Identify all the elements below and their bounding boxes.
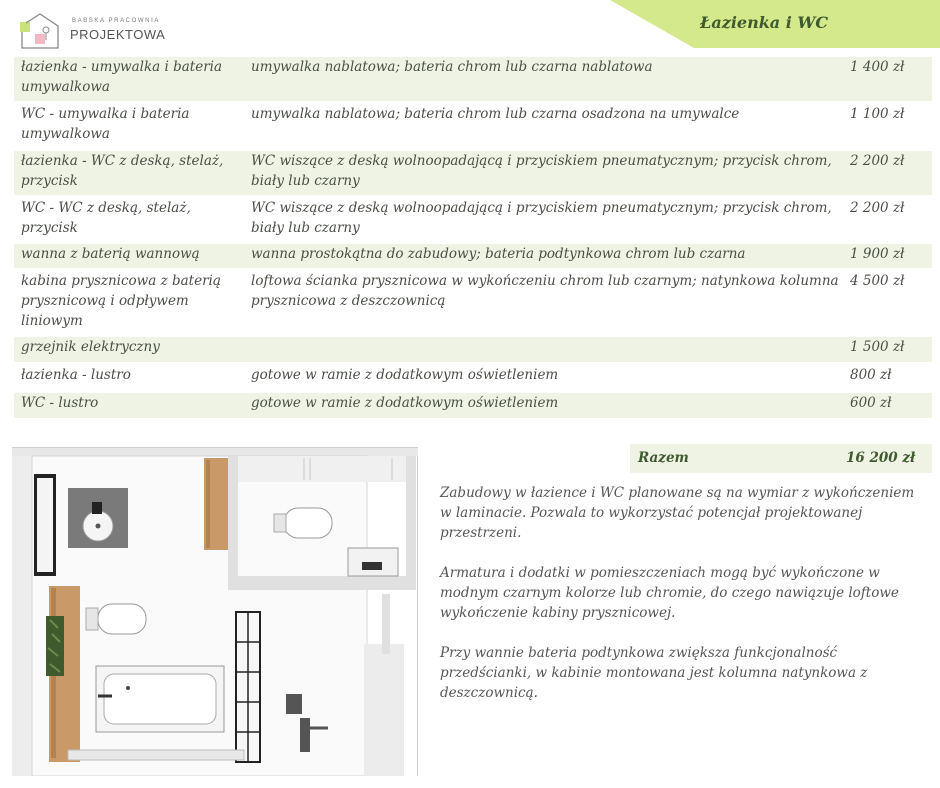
item-name: łazienka - WC z deską, stelaż, przycisk (21, 153, 224, 189)
item-description: WC wiszące z deską wolnoopadającą i przyciskiem pneumatycznym; przycisk chrom, biały lub czarny (251, 200, 832, 236)
logo (18, 10, 198, 52)
item-price: 1 900 zł (850, 246, 905, 262)
table-row (14, 393, 932, 418)
item-name: WC - umywalka i bateria umywalkowa (21, 106, 190, 142)
table-row (14, 151, 932, 195)
page-title: Łazienka i WC (700, 13, 829, 32)
table-row (14, 244, 932, 268)
note-paragraph: Przy wannie bateria podtynkowa zwiększa funkcjonalność przedścianki, w kabinie montowana jest kolumna natynkowa z deszczownicą. (440, 645, 868, 701)
item-name: wanna z baterią wannową (21, 246, 200, 262)
house-logo-icon (18, 10, 68, 52)
floor-plan-image (12, 444, 418, 776)
item-name: WC - WC z deską, stelaż, przycisk (21, 200, 191, 236)
item-price: 800 zł (850, 367, 892, 383)
item-price: 600 zł (850, 395, 892, 411)
item-name: łazienka - lustro (21, 367, 131, 383)
item-description: gotowe w ramie z dodatkowym oświetleniem (251, 395, 559, 411)
cost-table (14, 57, 932, 421)
item-description: umywalka nablatowa; bateria chrom lub czarna osadzona na umywalce (251, 106, 740, 122)
table-row (14, 365, 932, 390)
item-description: umywalka nablatowa; bateria chrom lub czarna nablatowa (251, 59, 653, 75)
table-row (14, 271, 932, 334)
total-row (630, 444, 932, 473)
item-description: loftowa ścianka prysznicowa w wykończeniu chrom lub czarnym; natynkowa kolumna prysznicowa z deszczownicą (251, 273, 839, 309)
item-price: 4 500 zł (850, 273, 905, 289)
item-name: grzejnik elektryczny (21, 339, 160, 355)
total-value: 16 200 zł (846, 450, 916, 466)
table-row (14, 57, 932, 101)
item-description: gotowe w ramie z dodatkowym oświetleniem (251, 367, 559, 383)
item-name: WC - lustro (21, 395, 99, 411)
item-name: łazienka - umywalka i bateria umywalkowa (21, 59, 223, 95)
item-price: 2 200 zł (850, 200, 905, 216)
item-price: 2 200 zł (850, 153, 905, 169)
notes (440, 483, 918, 723)
table-row (14, 198, 932, 241)
table-row (14, 104, 932, 148)
item-price: 1 500 zł (850, 339, 905, 355)
table-row (14, 337, 932, 362)
item-price: 1 100 zł (850, 106, 905, 122)
item-name: kabina prysznicowa z baterią prysznicową i odpływem liniowym (21, 273, 221, 329)
note-paragraph: Zabudowy w łazience i WC planowane są na wymiar z wykończeniem w laminacie. Pozwala to wykorzystać potencjał projektowanej przestrzeni. (440, 485, 915, 541)
logo-tagline: BABSKA PRACOWNIA (72, 18, 160, 24)
item-description: wanna prostokątna do zabudowy; bateria podtynkowa chrom lub czarna (251, 246, 746, 262)
item-description: WC wiszące z deską wolnoopadającą i przyciskiem pneumatycznym; przycisk chrom, biały lub czarny (251, 153, 832, 189)
item-price: 1 400 zł (850, 59, 905, 75)
total-label: Razem (638, 450, 689, 466)
logo-name: PROJEKTOWA (70, 27, 166, 42)
note-paragraph: Armatura i dodatki w pomieszczeniach mogą być wykończone w modnym czarnym kolorze lub chromie, do czego nawiązuje loftowe wykończenie kabiny prysznicowej. (440, 565, 899, 621)
